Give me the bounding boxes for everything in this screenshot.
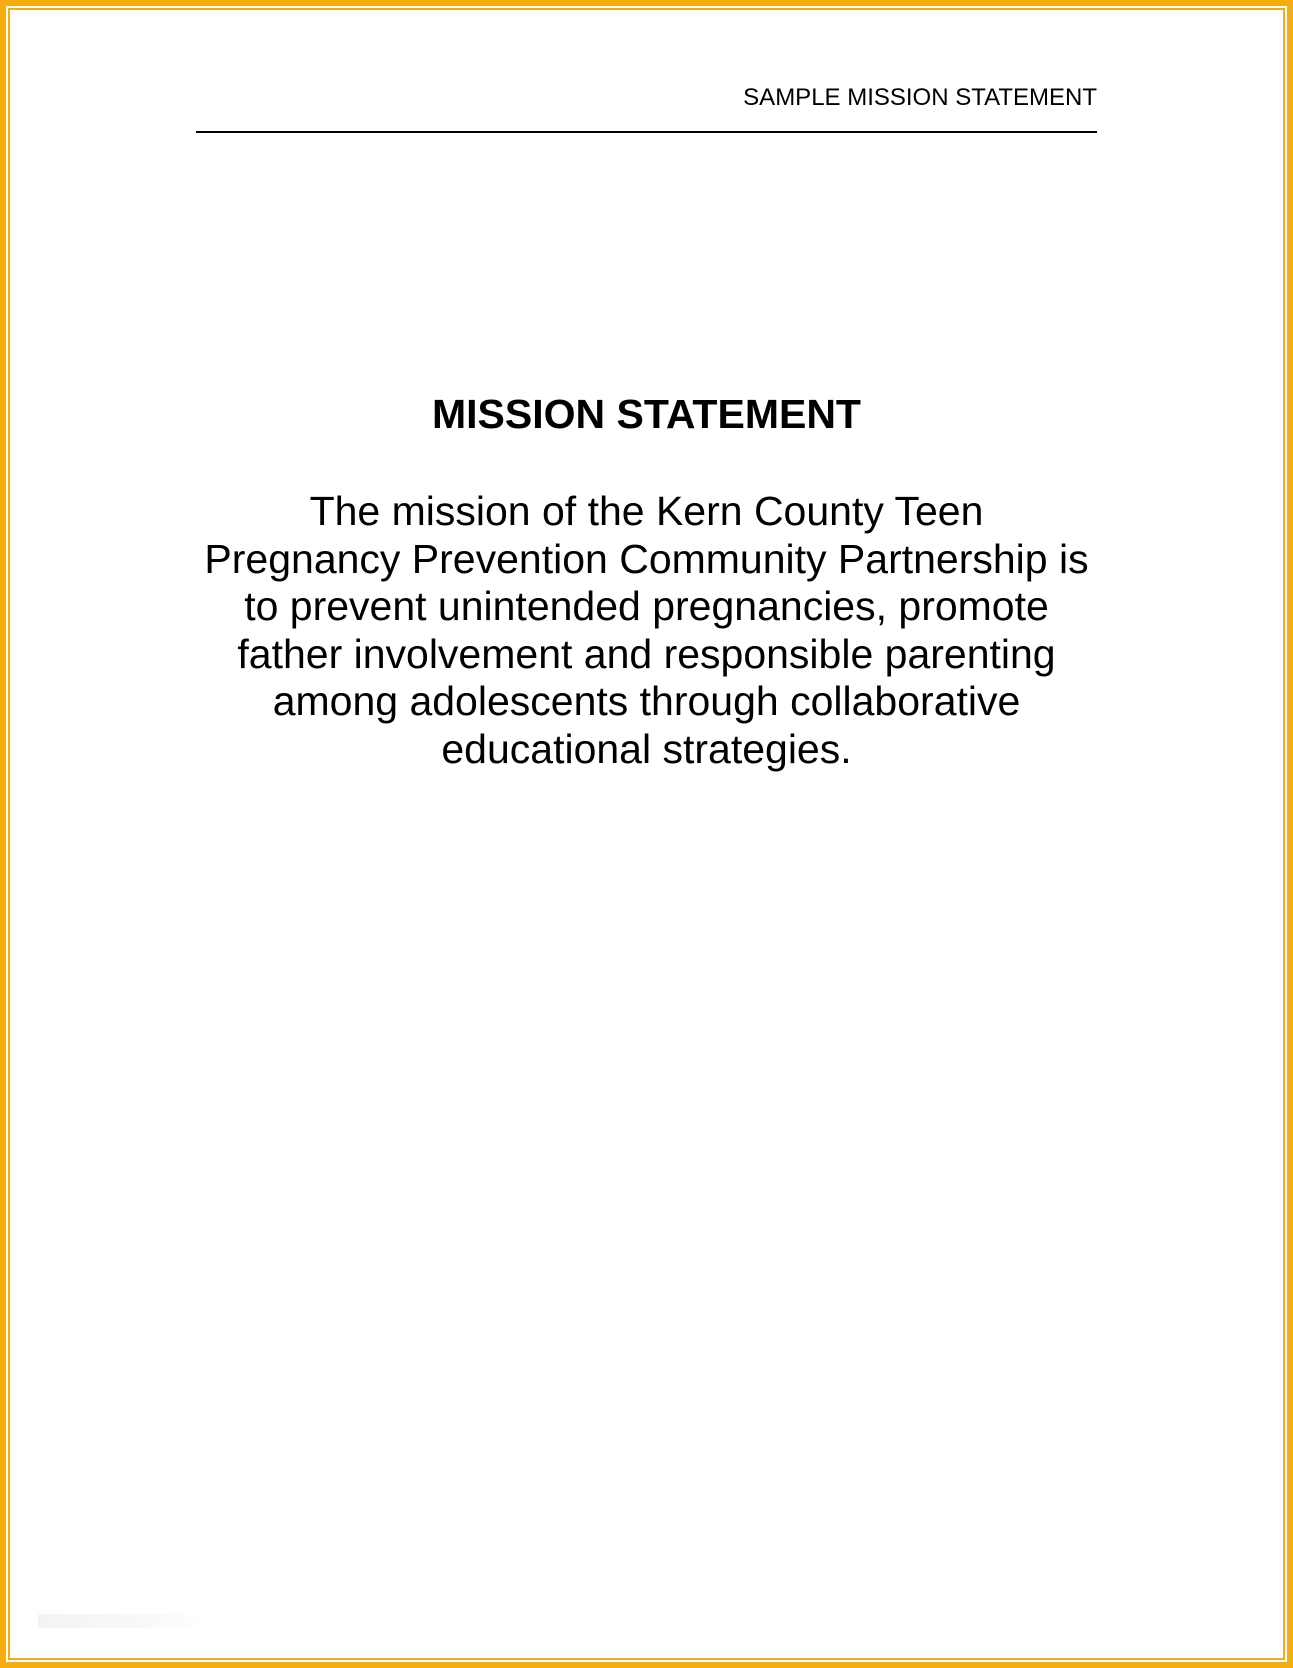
running-header: SAMPLE MISSION STATEMENT (743, 84, 1097, 111)
mission-body-line: father involvement and responsible parenting (237, 630, 1056, 677)
header-rule (196, 131, 1097, 133)
mission-body-line: among adolescents through collaborative (272, 678, 1021, 724)
mission-body-line: to prevent unintended pregnancies, promote (244, 583, 1049, 629)
document-title: MISSION STATEMENT (432, 391, 861, 437)
mission-body-line: Pregnancy Prevention Community Partnership is (204, 535, 1089, 582)
page-border-inner (8, 8, 1285, 1660)
mission-body-line: The mission of the Kern County Teen (309, 488, 984, 534)
mission-body-line: educational strategies. (441, 725, 852, 772)
mission-body (186, 488, 1107, 773)
faint-watermark (38, 1614, 208, 1628)
